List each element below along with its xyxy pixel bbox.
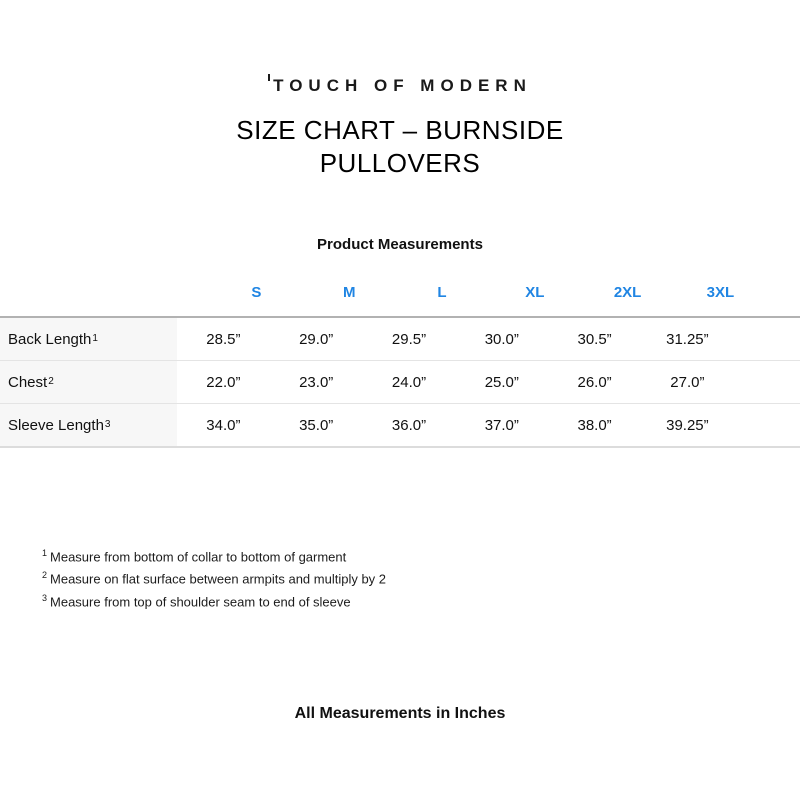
footnote-2: [42, 566, 800, 588]
brand-logo: [0, 74, 800, 96]
size-column-s: S: [251, 283, 262, 301]
row-label-chest: Chest 2: [0, 361, 177, 403]
cell-back-length-l: 29.5”: [391, 330, 427, 348]
footnote-3-marker: 3: [42, 592, 48, 603]
size-header-row: [33, 283, 767, 301]
table-row-chest: [0, 360, 800, 403]
size-column-3xl: 3XL: [706, 283, 735, 301]
row-label-sleeve-length: Sleeve Length 3: [0, 404, 177, 446]
table-row-back-length: [0, 318, 800, 360]
footnote-1: [42, 544, 800, 566]
cell-chest-xl: 25.0”: [484, 373, 519, 391]
cell-sleeve-length-3xl: 39.25”: [666, 416, 709, 434]
logo-tick-icon: [268, 74, 270, 81]
measurement-unit-note: All Measurements in Inches: [294, 704, 506, 722]
table-row-sleeve-length: [0, 403, 800, 446]
cell-chest-s: 22.0”: [206, 373, 241, 391]
cell-sleeve-length-l: 36.0”: [391, 416, 427, 434]
row-label-text: Back Length: [8, 330, 92, 348]
cell-back-length-s: 28.5”: [206, 330, 241, 348]
cell-sleeve-length-m: 35.0”: [299, 416, 334, 434]
size-column-2xl: 2XL: [613, 283, 642, 301]
row-label-text: Sleeve Length: [8, 416, 104, 434]
footnote-2-text: Measure on flat surface between armpits and multiply by 2: [50, 571, 387, 587]
size-column-m: M: [342, 283, 356, 301]
footnote-1-text: Measure from bottom of collar to bottom of garment: [50, 549, 347, 565]
page-title-line2: PULLOVERS: [319, 148, 481, 178]
row-label-back-length: Back Length 1: [0, 318, 177, 360]
row-label-text: Chest: [8, 373, 48, 391]
page-title: [0, 114, 800, 180]
cell-chest-l: 24.0”: [391, 373, 427, 391]
page-title-line1: SIZE CHART – BURNSIDE: [236, 115, 564, 145]
cell-sleeve-length-xl: 37.0”: [484, 416, 519, 434]
cell-chest-2xl: 26.0”: [577, 373, 612, 391]
cell-chest-3xl: 27.0”: [670, 373, 705, 391]
footnotes: [42, 544, 800, 611]
cell-back-length-3xl: 31.25”: [666, 330, 709, 348]
cell-sleeve-length-s: 34.0”: [206, 416, 241, 434]
table-subtitle: Product Measurements: [317, 236, 483, 253]
brand-name: TOUCH OF MODERN: [273, 76, 532, 95]
footnote-2-marker: 2: [42, 570, 48, 581]
cell-sleeve-length-2xl: 38.0”: [577, 416, 612, 434]
size-table: [0, 316, 800, 448]
size-column-xl: XL: [525, 283, 545, 301]
cell-back-length-2xl: 30.5”: [577, 330, 612, 348]
footnote-3: [42, 589, 800, 611]
cell-back-length-xl: 30.0”: [484, 330, 519, 348]
footnote-1-marker: 1: [42, 548, 48, 558]
cell-back-length-m: 29.0”: [299, 330, 334, 348]
size-column-l: L: [437, 283, 447, 301]
footnote-3-text: Measure from top of shoulder seam to end of sleeve: [50, 593, 351, 609]
cell-chest-m: 23.0”: [299, 373, 334, 391]
